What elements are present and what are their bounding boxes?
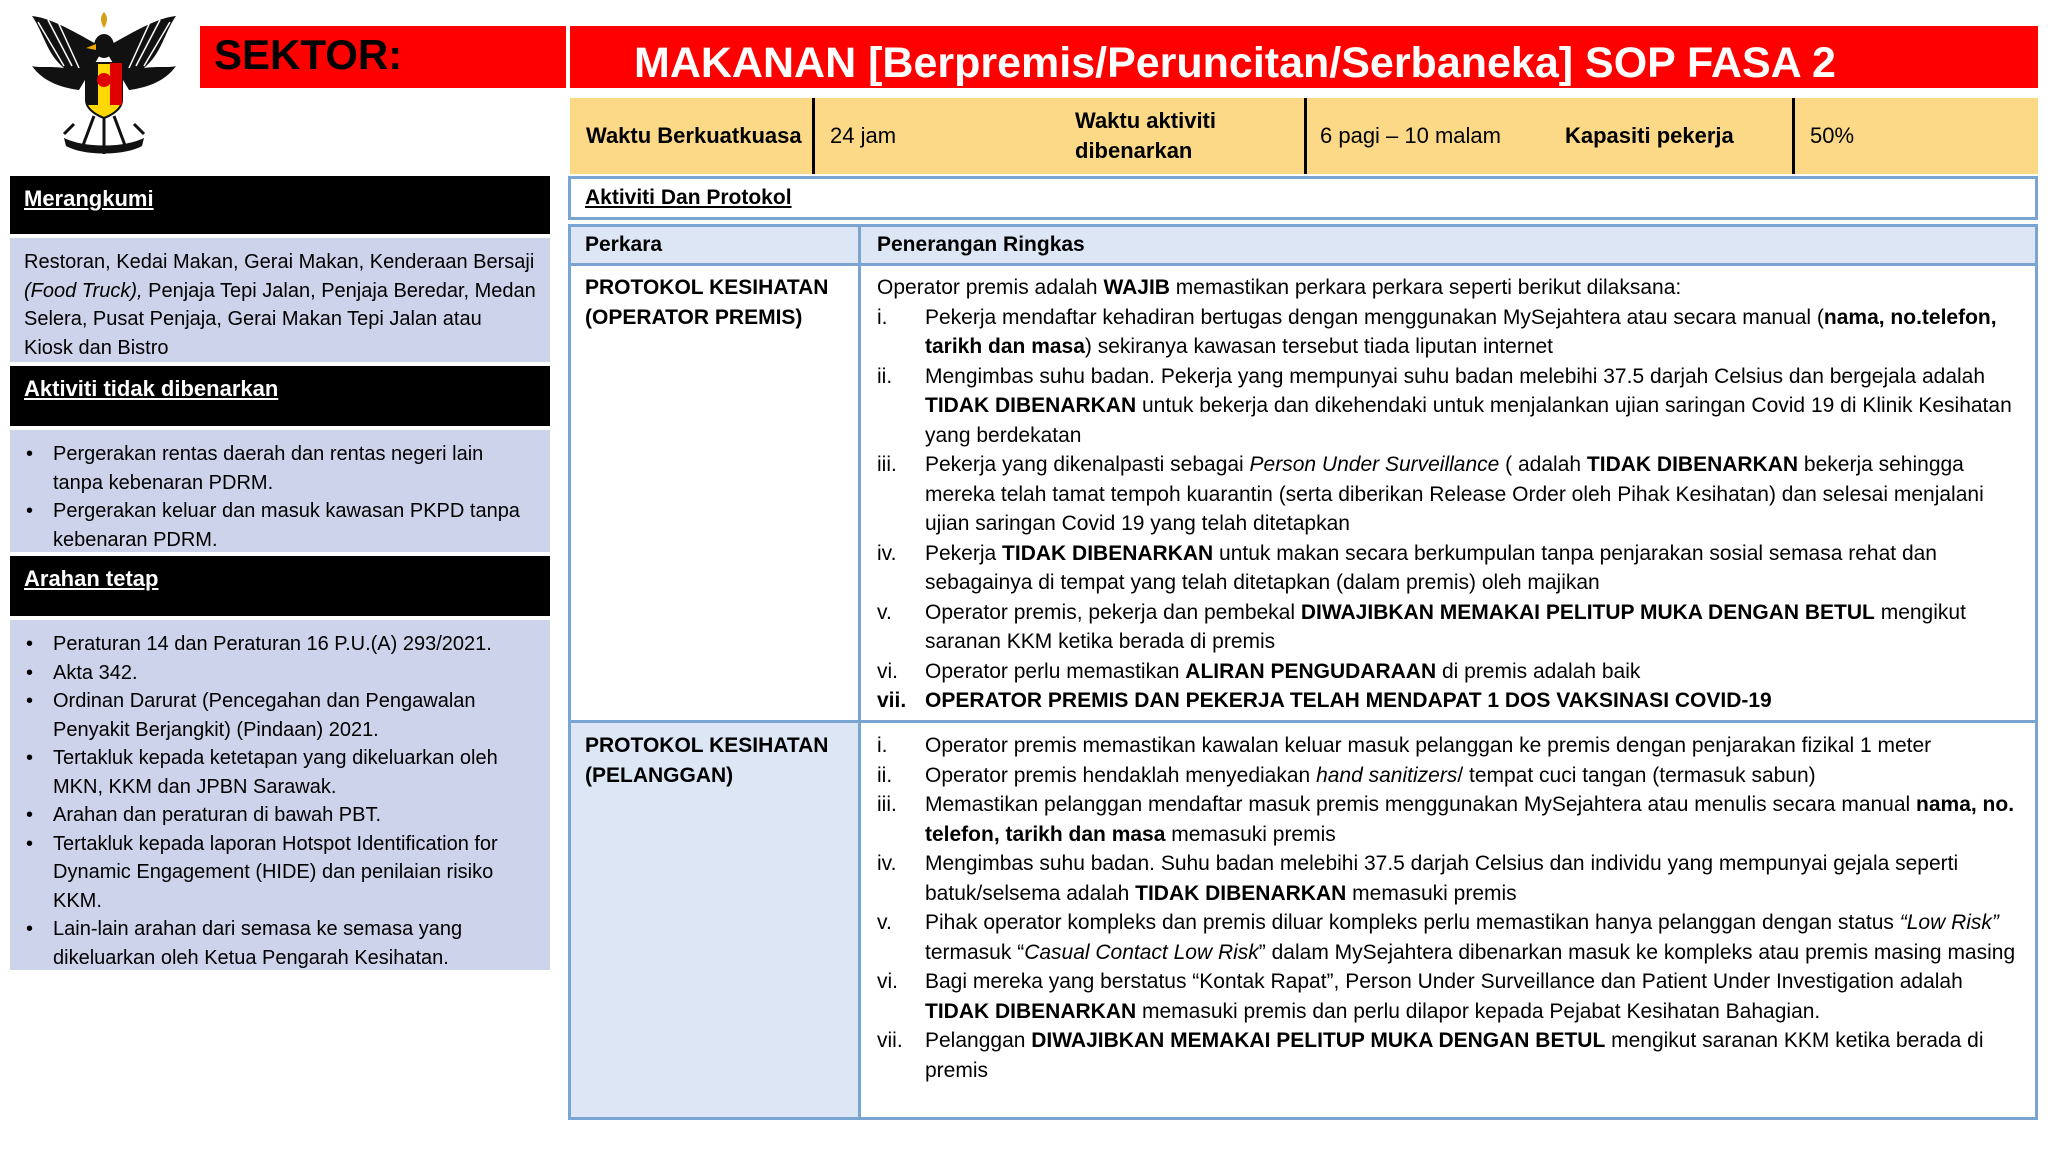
list-item: [24, 659, 536, 688]
item-number: iv.: [877, 852, 897, 875]
list-item-text: Pergerakan keluar dan masuk kawasan PKPD tanpa kebenaran PDRM.: [53, 500, 520, 551]
list-item: [877, 967, 2027, 1026]
list-item: [877, 790, 2027, 849]
item-text: Pelanggan DIWAJIBKAN MEMAKAI PELITUP MUKA DENGAN BETUL mengikut saranan KKM ketika berada di premis: [925, 1029, 1984, 1082]
list-item-text: Lain-lain arahan dari semasa ke semasa yang dikeluarkan oleh Ketua Pengarah Kesihatan.: [53, 918, 463, 969]
item-number: v.: [877, 911, 892, 934]
sarawak-coat-of-arms-icon: [24, 8, 184, 168]
merangkumi-text-italic: (Food Truck),: [24, 279, 143, 302]
item-text: Bagi mereka yang berstatus “Kontak Rapat”, Person Under Surveillance dan Patient Under Investigation adalah TIDAK DIBENARKAN memasuki premis dan perlu dilapor kepada Pejabat Kesihatan Bahagian.: [925, 970, 1963, 1023]
pelanggan-label-line: PROTOKOL KESIHATAN: [585, 734, 829, 757]
list-item-text: Pergerakan rentas daerah dan rentas negeri lain tanpa kebenaran PDRM.: [53, 443, 484, 494]
divider: [1304, 98, 1307, 174]
kapasiti-value: 50%: [1810, 123, 1855, 148]
pelanggan-row-label: [585, 731, 828, 791]
bullet-icon: •: [26, 500, 34, 522]
item-text: Mengimbas suhu badan. Pekerja yang mempunyai suhu badan melebihi 37.5 darjah Celsius dan bergejala adalah TIDAK DIBENARKAN untuk bekerja dan dikehendaki untuk menjalankan ujian saringan Covid 19 di Klinik Kesihatan yang berdekatan: [925, 364, 2012, 447]
bullet-icon: •: [26, 690, 34, 712]
section-title: Aktiviti Dan Protokol: [568, 176, 2038, 220]
row-background: [571, 266, 858, 720]
item-text: Operator premis memastikan kawalan keluar masuk pelanggan ke premis dengan penjarakan fizikal 1 meter: [925, 734, 1932, 757]
item-text: Memastikan pelanggan mendaftar masuk premis menggunakan MySejahtera atau menulis secara manual nama, no. telefon, tarikh dan masa memasuki premis: [925, 793, 2015, 846]
list-item: [877, 731, 2027, 761]
operator-list: [877, 303, 2027, 716]
list-item: [877, 539, 2027, 598]
item-number: i.: [877, 734, 888, 757]
waktu-berkuatkuasa-label: Waktu Berkuatkuasa: [586, 123, 802, 148]
merangkumi-text: Penjaja Tepi Jalan, Penjaja Beredar, Medan Selera, Pusat Penjaja, Gerai Makan Tepi Jalan atau Kiosk dan Bistro: [24, 279, 536, 359]
list-item: [877, 598, 2027, 657]
arahan-tetap-heading: Arahan tetap: [10, 556, 550, 616]
tidak-dibenarkan-body: [10, 430, 550, 552]
waktu-aktiviti-value: 6 pagi – 10 malam: [1320, 123, 1501, 148]
bullet-icon: •: [26, 443, 34, 465]
list-item-text: Arahan dan peraturan di bawah PBT.: [53, 804, 381, 826]
item-number: vi.: [877, 659, 898, 683]
list-item: [24, 915, 536, 972]
divider: [1792, 98, 1795, 174]
list-item: [877, 849, 2027, 908]
item-text: Operator premis hendaklah menyediakan hand sanitizers/ tempat cuci tangan (termasuk sabun): [925, 763, 1816, 787]
list-item-text: Ordinan Darurat (Pencegahan dan Pengawalan Penyakit Berjangkit) (Pindaan) 2021.: [53, 690, 476, 741]
info-bar: [570, 98, 2038, 174]
item-number: iii.: [877, 793, 897, 816]
list-item-text: Tertakluk kepada ketetapan yang dikeluarkan oleh MKN, KKM dan JPBN Sarawak.: [53, 747, 498, 798]
operator-label-line: (OPERATOR PREMIS): [585, 306, 803, 329]
row-divider: [571, 720, 2035, 723]
merangkumi-text: Restoran, Kedai Makan, Gerai Makan, Kenderaan Bersaji: [24, 251, 535, 273]
item-number: v.: [877, 600, 892, 624]
divider: [812, 98, 815, 174]
operator-label-line: PROTOKOL KESIHATAN: [585, 276, 829, 299]
merangkumi-body: [10, 238, 550, 362]
table-header: [571, 227, 2035, 266]
item-number: i.: [877, 305, 888, 329]
tidak-dibenarkan-heading: Aktiviti tidak dibenarkan: [10, 366, 550, 426]
list-item: [877, 450, 2027, 539]
item-text: Pihak operator kompleks dan premis diluar kompleks perlu memastikan hanya pelanggan dengan status “Low Risk” termasuk “Casual Contact Low Risk” dalam MySejahtera dibenarkan masuk ke kompleks atau premis masing masing: [925, 911, 2016, 964]
col-penerangan: Penerangan Ringkas: [877, 233, 1085, 256]
item-number: vi.: [877, 970, 898, 993]
item-number: vii.: [877, 1029, 903, 1052]
item-text: Pekerja yang dikenalpasti sebagai Person Under Surveillance ( adalah TIDAK DIBENARKAN bekerja sehingga mereka telah tamat tempoh kuarantin (serta diberikan Release Order oleh Pihak Kesihatan) dan selesai menjalani ujian saringan Covid 19 yang telah ditetapkan: [925, 453, 1984, 535]
list-item-text: Peraturan 14 dan Peraturan 16 P.U.(A) 293/2021.: [53, 633, 492, 655]
list-item: [877, 686, 2027, 716]
item-number: iv.: [877, 541, 897, 565]
list-item: [24, 630, 536, 659]
bullet-icon: •: [26, 661, 34, 684]
pelanggan-label-line: (PELANGGAN): [585, 764, 734, 787]
list-item-text: Akta 342.: [53, 661, 138, 684]
item-text: Operator premis, pekerja dan pembekal DIWAJIBKAN MEMAKAI PELITUP MUKA DENGAN BETUL mengikut saranan KKM ketika berada di premis: [925, 600, 1966, 653]
bullet-icon: •: [26, 918, 34, 940]
pelanggan-list: [877, 731, 2027, 1085]
bullet-icon: •: [26, 804, 34, 826]
item-number: vii.: [877, 689, 907, 712]
bullet-icon: •: [26, 633, 34, 655]
item-text: Pekerja TIDAK DIBENARKAN untuk makan secara berkumpulan tanpa penjarakan sosial semasa rehat dan sebagainya di tempat yang telah ditetapkan (dalam premis) oleh majikan: [925, 541, 1937, 594]
item-text: Operator perlu memastikan ALIRAN PENGUDARAAN di premis adalah baik: [925, 659, 1641, 683]
list-item: [877, 1026, 2027, 1085]
list-item: [24, 440, 536, 497]
col-perkara: Perkara: [585, 233, 663, 256]
page-title: MAKANAN [Berpremis/Peruncitan/Serbaneka] SOP FASA 2: [570, 26, 2038, 88]
list-item: [877, 362, 2027, 451]
list-item: [877, 303, 2027, 362]
bullet-icon: •: [26, 747, 34, 769]
list-item: [24, 744, 536, 801]
tidak-dibenarkan-list: [24, 440, 536, 554]
list-item-text: Tertakluk kepada laporan Hotspot Identification for Dynamic Engagement (HIDE) dan penilaian risiko KKM.: [53, 832, 498, 912]
list-item: [24, 497, 536, 554]
operator-intro: Operator premis adalah WAJIB memastikan perkara perkara seperti berikut dilaksana:: [877, 276, 1682, 299]
list-item: [877, 657, 2027, 687]
list-item: [877, 761, 2027, 791]
operator-content: [877, 273, 2027, 716]
bullet-icon: •: [26, 832, 34, 855]
waktu-berkuatkuasa-value: 24 jam: [830, 123, 897, 148]
operator-row-label: [585, 273, 828, 333]
kapasiti-label: Kapasiti pekerja: [1565, 123, 1734, 148]
list-item: [24, 687, 536, 744]
merangkumi-heading: Merangkumi: [10, 176, 550, 234]
pelanggan-content: [877, 731, 2027, 1085]
list-item: [877, 908, 2027, 967]
item-number: ii.: [877, 364, 893, 388]
column-divider: [858, 227, 861, 1117]
list-item: [24, 830, 536, 916]
list-item: [24, 801, 536, 830]
protocol-table: [568, 224, 2038, 1120]
item-text: OPERATOR PREMIS DAN PEKERJA TELAH MENDAPAT 1 DOS VAKSINASI COVID-19: [925, 689, 1772, 712]
sektor-label: SEKTOR:: [200, 26, 566, 88]
item-text: Pekerja mendaftar kehadiran bertugas dengan menggunakan MySejahtera atau secara manual (nama, no.telefon, tarikh dan masa) sekiranya kawasan tersebut tiada liputan internet: [925, 305, 1997, 358]
arahan-tetap-body: [10, 620, 550, 970]
item-text: Mengimbas suhu badan. Suhu badan melebihi 37.5 darjah Celsius dan individu yang mempunyai gejala seperti batuk/selsema adalah TIDAK DIBENARKAN memasuki premis: [925, 852, 1959, 905]
item-number: iii.: [877, 453, 897, 476]
item-number: ii.: [877, 763, 893, 787]
arahan-tetap-list: [24, 630, 536, 972]
waktu-aktiviti-label: Waktu aktiviti dibenarkan: [1075, 108, 1216, 163]
